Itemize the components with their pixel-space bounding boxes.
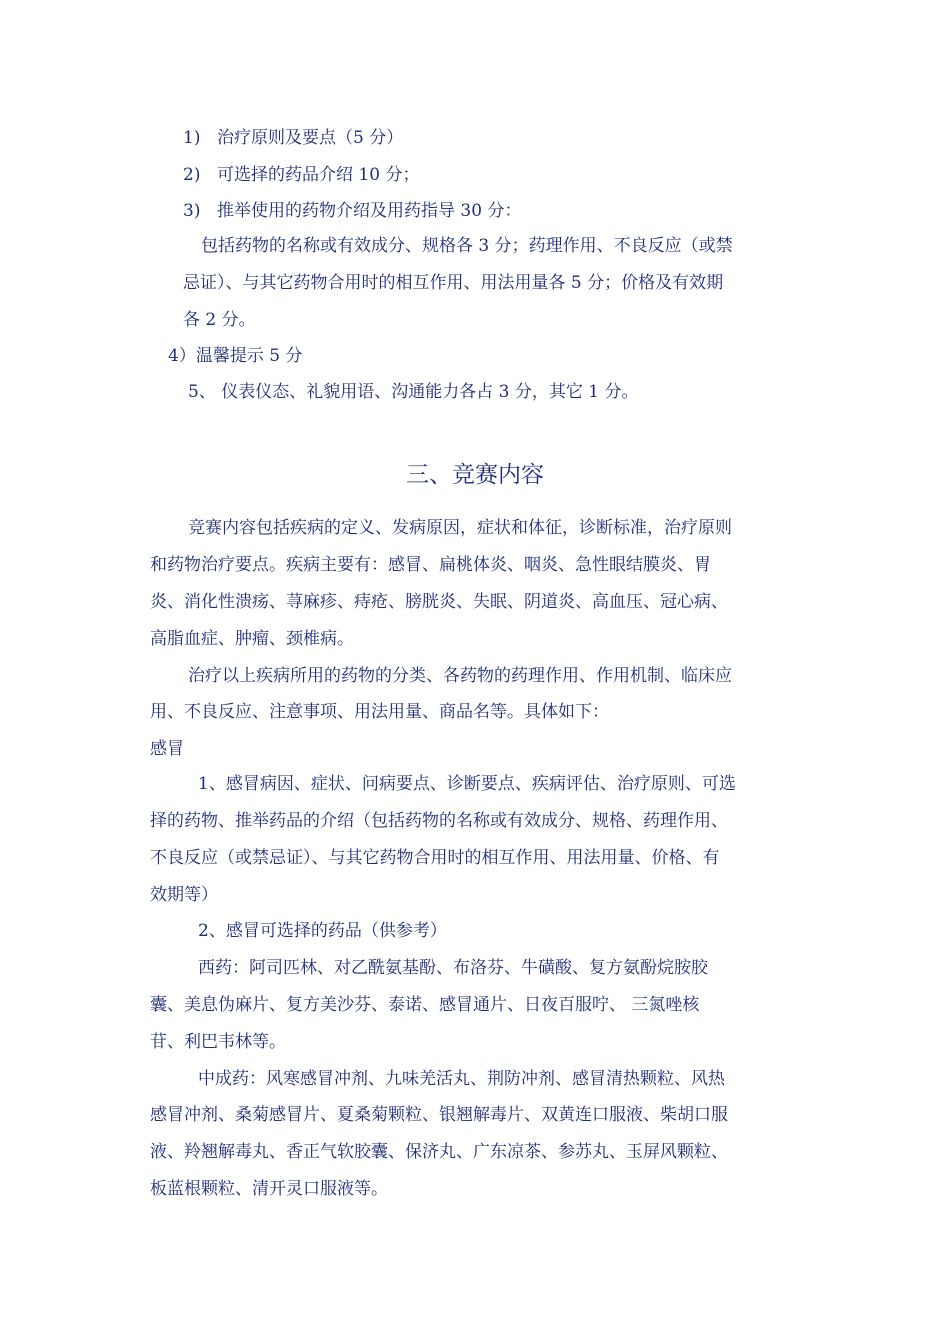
scoring-item-1 (183, 127, 403, 149)
scoring-item-2 (183, 164, 419, 186)
paragraph-line: 苷、利巴韦林等。 (150, 1032, 286, 1052)
section-heading: 三、竞赛内容 (406, 462, 544, 488)
paragraph-line: 液、羚翘解毒丸、香正气软胶囊、保济丸、广东凉茶、参苏丸、玉屏风颗粒、 (150, 1142, 728, 1162)
list-heading: 2、感冒可选择的药品（供参考） (198, 921, 447, 941)
paragraph-line: 1、感冒病因、症状、问病要点、诊断要点、疾病评估、治疗原则、可选 (198, 774, 736, 794)
item3-detail-line: 各 2 分。 (183, 310, 256, 330)
item-number: 1) (183, 128, 201, 148)
item3-detail-line: 忌证）、与其它药物合用时的相互作用、用法用量各 5 分；价格及有效期 (183, 273, 724, 293)
paragraph-line: 中成药：风寒感冒冲剂、九味羌活丸、荆防冲剂、感冒清热颗粒、风热 (198, 1069, 725, 1089)
paragraph-line: 西药：阿司匹林、对乙酰氨基酚、布洛芬、牛磺酸、复方氨酚烷胺胶 (198, 958, 708, 978)
paragraph-line: 和药物治疗要点。疾病主要有：感冒、扁桃体炎、咽炎、急性眼结膜炎、胃 (150, 555, 711, 575)
paragraph-line: 高脂血症、肿瘤、颈椎病。 (150, 629, 354, 649)
subsection-label: 感冒 (150, 739, 184, 759)
item3-detail-line: 包括药物的名称或有效成分、规格各 3 分；药理作用、不良反应（或禁 (201, 236, 733, 256)
paragraph-line: 板蓝根颗粒、清开灵口服液等。 (150, 1179, 388, 1199)
item-text: 可选择的药品介绍 10 分； (217, 165, 420, 185)
item-text: 治疗原则及要点（5 分） (217, 128, 404, 148)
paragraph-line: 用、不良反应、注意事项、用法用量、商品名等。具体如下： (150, 702, 609, 722)
item-number: 3) (183, 201, 201, 221)
paragraph-line: 竞赛内容包括疾病的定义、发病原因，症状和体征，诊断标准，治疗原则 (188, 518, 732, 538)
item-text: 推举使用的药物介绍及用药指导 30 分： (217, 201, 522, 221)
paragraph-line: 炎、消化性溃疡、荨麻疹、痔疮、膀胱炎、失眠、阴道炎、高血压、冠心病、 (150, 592, 728, 612)
scoring-item-4: 4）温馨提示 5 分 (168, 346, 303, 366)
scoring-item-3 (183, 200, 521, 222)
item-number: 2) (183, 165, 201, 185)
paragraph-line: 治疗以上疾病所用的药物的分类、各药物的药理作用、作用机制、临床应 (188, 666, 732, 686)
paragraph-line: 感冒冲剂、桑菊感冒片、夏桑菊颗粒、银翘解毒片、双黄连口服液、柴胡口服 (150, 1105, 728, 1125)
paragraph-line: 囊、美息伪麻片、复方美沙芬、泰诺、感冒通片、日夜百服咛、 三氮唑核 (150, 995, 700, 1015)
scoring-item-5: 5、 仪表仪态、礼貌用语、沟通能力各占 3 分，其它 1 分。 (188, 382, 639, 402)
paragraph-line: 效期等） (150, 885, 218, 905)
paragraph-line: 择的药物、推举药品的介绍（包括药物的名称或有效成分、规格、药理作用、 (150, 811, 728, 831)
paragraph-line: 不良反应（或禁忌证）、与其它药物合用时的相互作用、用法用量、价格、有 (150, 848, 720, 868)
